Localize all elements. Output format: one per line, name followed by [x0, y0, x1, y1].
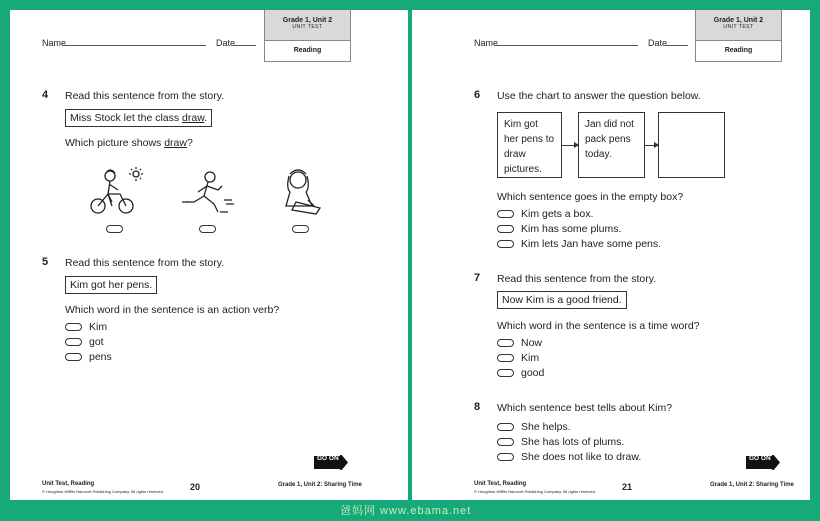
copyright: © Houghton Mifflin Harcourt Publishing Company. All rights reserved. [42, 489, 164, 494]
subject-label: Reading [265, 40, 350, 62]
answer-bubble[interactable] [497, 240, 514, 248]
option-label: Now [521, 337, 543, 349]
answer-option[interactable] [497, 451, 641, 463]
answer-bubble-picture-3[interactable] [292, 225, 309, 233]
question-number: 5 [42, 256, 49, 268]
underlined-word: draw [164, 137, 187, 149]
date-line [234, 45, 256, 46]
go-on-label: GO ON [317, 455, 339, 462]
child-running-icon [180, 168, 236, 216]
question-text: Which word in the sentence is a time word? [497, 320, 700, 332]
footer-unit: Grade 1, Unit 2: Sharing Time [710, 482, 794, 488]
date-label: Date [216, 38, 236, 48]
copyright: © Houghton Mifflin Harcourt Publishing Company. All rights reserved. [474, 489, 596, 494]
name-line [64, 45, 206, 46]
question-text: Which sentence goes in the empty box? [497, 191, 684, 203]
quote-end: . [204, 112, 208, 124]
name-label: Name [42, 38, 67, 48]
answer-option[interactable] [497, 421, 571, 433]
question-number: 7 [474, 272, 481, 284]
grade-label: Grade 1, Unit 2 [282, 17, 333, 24]
question-text [65, 137, 193, 149]
question-number: 8 [474, 401, 481, 413]
option-label: She has lots of plums. [521, 436, 625, 448]
grade-label: Grade 1, Unit 2 [713, 17, 764, 24]
option-label: good [521, 367, 545, 379]
answer-option[interactable] [497, 352, 539, 364]
story-quote-box: Now Kim is a good friend. [497, 291, 627, 309]
quote-text: Miss Stock let the class [70, 112, 183, 124]
answer-option[interactable] [497, 337, 542, 349]
unit-test-label: UNIT TEST [723, 24, 754, 30]
question-number: 6 [474, 89, 481, 101]
answer-bubble[interactable] [65, 338, 82, 346]
question-number: 4 [42, 89, 49, 101]
answer-bubble[interactable] [497, 453, 514, 461]
option-label: Kim gets a box. [521, 208, 594, 220]
question-prompt: Read this sentence from the story. [497, 273, 657, 285]
underlined-word: draw [182, 112, 205, 124]
test-page-20 [10, 10, 408, 500]
story-quote-box: Kim got her pens. [65, 276, 157, 294]
answer-bubble-picture-2[interactable] [199, 225, 216, 233]
arrow-right-icon [645, 145, 658, 146]
subject-label: Reading [696, 40, 781, 62]
test-page-21 [412, 10, 810, 500]
name-label: Name [474, 38, 499, 48]
answer-bubble[interactable] [65, 323, 82, 331]
question-text-end: ? [186, 137, 193, 149]
option-label: pens [89, 351, 112, 363]
question-prompt: Use the chart to answer the question below. [497, 90, 701, 102]
go-on-label: GO ON [749, 455, 771, 462]
child-riding-bike-icon [86, 164, 148, 216]
answer-option[interactable] [497, 208, 593, 220]
date-line [666, 45, 688, 46]
header-box [264, 10, 351, 62]
option-label: Kim lets Jan have some pens. [521, 238, 662, 250]
option-label: Kim has some plums. [521, 223, 622, 235]
question-text-start: Which picture shows [65, 137, 165, 149]
answer-option[interactable] [497, 367, 544, 379]
arrow-right-icon [562, 145, 578, 146]
answer-option[interactable] [65, 351, 112, 363]
name-line [496, 45, 638, 46]
footer-unit: Grade 1, Unit 2: Sharing Time [278, 482, 362, 488]
answer-option[interactable] [497, 436, 624, 448]
header-box [695, 10, 782, 62]
chart-box-empty [658, 112, 725, 178]
question-prompt: Read this sentence from the story. [65, 90, 225, 102]
answer-bubble[interactable] [497, 438, 514, 446]
footer-title: Unit Test, Reading [474, 481, 527, 487]
answer-option[interactable] [65, 336, 104, 348]
option-label: Kim [89, 321, 108, 333]
chart-box-1: Kim got her pens to draw pictures. [497, 112, 562, 178]
girl-drawing-icon [276, 166, 330, 216]
answer-bubble[interactable] [497, 423, 514, 431]
answer-bubble[interactable] [497, 210, 514, 218]
option-label: got [89, 336, 104, 348]
answer-option[interactable] [65, 321, 107, 333]
option-label: She helps. [521, 421, 571, 433]
option-label: Kim [521, 352, 540, 364]
answer-option[interactable] [497, 238, 661, 250]
question-text: Which sentence best tells about Kim? [497, 402, 673, 414]
question-prompt: Read this sentence from the story. [65, 257, 225, 269]
date-label: Date [648, 38, 668, 48]
footer-title: Unit Test, Reading [42, 481, 95, 487]
story-quote-box [65, 109, 212, 127]
page-number: 20 [190, 482, 201, 492]
question-text: Which word in the sentence is an action verb? [65, 304, 280, 316]
unit-test-label: UNIT TEST [292, 24, 323, 30]
page-number: 21 [622, 482, 633, 492]
site-watermark: 爸妈网 www.ebama.net [340, 505, 472, 517]
chart-box-2: Jan did not pack pens today. [578, 112, 645, 178]
answer-bubble[interactable] [497, 225, 514, 233]
option-label: She does not like to draw. [521, 451, 642, 463]
answer-option[interactable] [497, 223, 621, 235]
answer-bubble[interactable] [497, 354, 514, 362]
answer-bubble[interactable] [497, 369, 514, 377]
answer-bubble[interactable] [65, 353, 82, 361]
answer-bubble[interactable] [497, 339, 514, 347]
answer-bubble-picture-1[interactable] [106, 225, 123, 233]
